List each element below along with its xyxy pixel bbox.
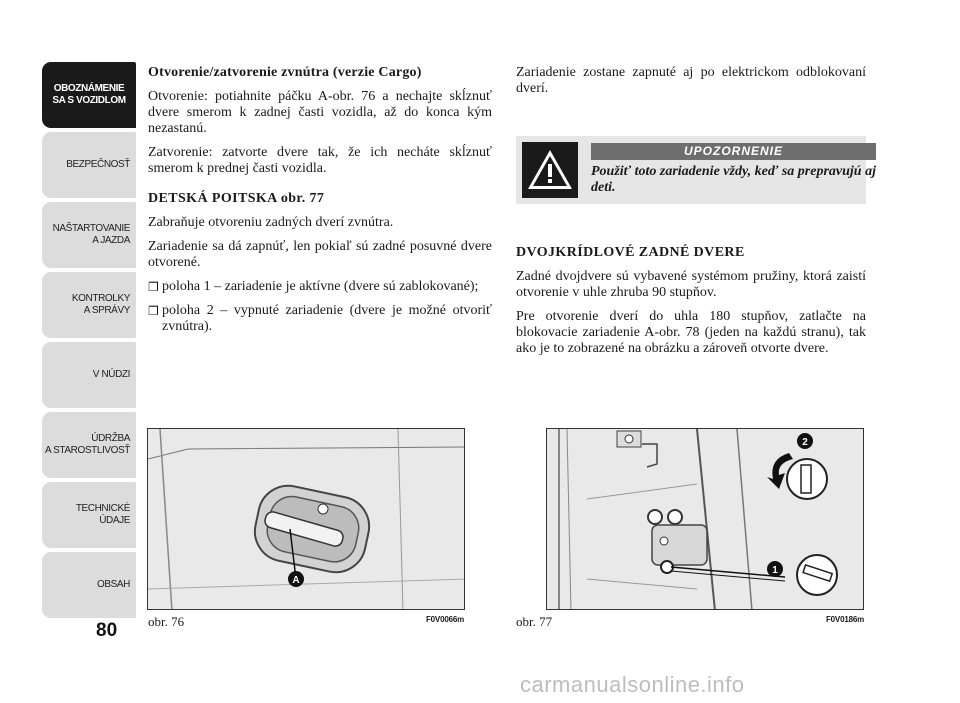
warning-box <box>516 136 876 204</box>
marker-1: 1 <box>772 565 778 576</box>
figure-77 <box>546 428 864 610</box>
tab-udrzba[interactable]: ÚDRŽBA A STAROSTLIVOSŤ <box>42 412 136 478</box>
page-number: 80 <box>96 620 118 641</box>
tab-obsah[interactable]: OBSAH <box>42 552 136 618</box>
warning-triangle-icon <box>522 142 578 198</box>
list-item <box>148 303 492 335</box>
right-column-lower <box>516 245 866 365</box>
right-column <box>516 65 866 105</box>
tab-nastartovanie[interactable]: NAŠTARTOVANIE A JAZDA <box>42 202 136 268</box>
tab-oboznamenie[interactable]: OBOZNÁMENIE SA S VOZIDLOM <box>42 62 136 128</box>
figure-code: F0V0066m <box>426 615 464 624</box>
paragraph: Zabraňuje otvoreniu zadných dverí zvnútra. <box>148 215 394 230</box>
heading-rear-doors: DVOJKRÍDLOVÉ ZADNÉ DVERE <box>516 245 745 260</box>
marker-2: 2 <box>802 437 808 448</box>
warning-title: UPOZORNENIE <box>591 143 876 160</box>
heading-child-lock: DETSKÁ POITSKA obr. 77 <box>148 191 325 206</box>
paragraph: Zariadenie sa dá zapnúť, len pokiaľ sú zadné posuvné dvere otvorené. <box>148 239 492 270</box>
paragraph: Zadné dvojdvere sú vybavené systémom pružiny, ktorá zaistí otvorenie v uhle zhruba 90 stupňov. <box>516 269 866 300</box>
warning-text: Použiť toto zariadenie vždy, keď sa prepravujú aj deti. <box>591 164 876 195</box>
tab-bezpecnost[interactable]: BEZPEČNOSŤ <box>42 132 136 198</box>
paragraph: Pre otvorenie dverí do uhla 180 stupňov, zatlačte na blokovacie zariadenie A-obr. 78 (jeden na každú stranu), tak ako je to zobrazené na obrázku a zároveň otvorte dvere. <box>516 309 866 356</box>
marker-a: A <box>292 575 300 586</box>
figure-76 <box>147 428 465 610</box>
paragraph: Otvorenie: potiahnite páčku A-obr. 76 a nechajte skĺznuť dvere smerom k zadnej časti vozidla, až do konca kým nezastanú. <box>148 89 492 136</box>
paragraph: Zatvorenie: zatvorte dvere tak, že ich necháte skĺznuť smerom k prednej časti vozidla. <box>148 145 492 176</box>
list-item-text: poloha 1 – zariadenie je aktívne (dvere sú zablokované); <box>162 279 479 294</box>
warning-icon-box <box>522 142 578 198</box>
figure-caption: obr. 77 <box>516 614 553 629</box>
child-lock-illustration <box>547 429 864 610</box>
bullet-icon: ❒ <box>148 280 159 294</box>
list-item <box>148 279 492 295</box>
door-handle-illustration <box>148 429 465 610</box>
tab-technicke[interactable]: TECHNICKÉ ÚDAJE <box>42 482 136 548</box>
list-item-text: poloha 2 – vypnuté zariadenie (dvere je možné otvoriť zvnútra). <box>162 303 492 334</box>
heading-cargo: Otvorenie/zatvorenie zvnútra (verzie Cargo) <box>148 65 422 80</box>
figure-code: F0V0186m <box>826 615 864 624</box>
watermark: carmanualsonline.info <box>520 672 745 697</box>
bullet-icon: ❒ <box>148 304 159 318</box>
left-column <box>148 65 492 343</box>
paragraph: Zariadenie zostane zapnuté aj po elektrickom odblokovaní dverí. <box>516 65 866 96</box>
tab-kontrolky[interactable]: KONTROLKY A SPRÁVY <box>42 272 136 338</box>
tab-v-nudzi[interactable]: V NÚDZI <box>42 342 136 408</box>
figure-caption: obr. 76 <box>148 614 185 629</box>
